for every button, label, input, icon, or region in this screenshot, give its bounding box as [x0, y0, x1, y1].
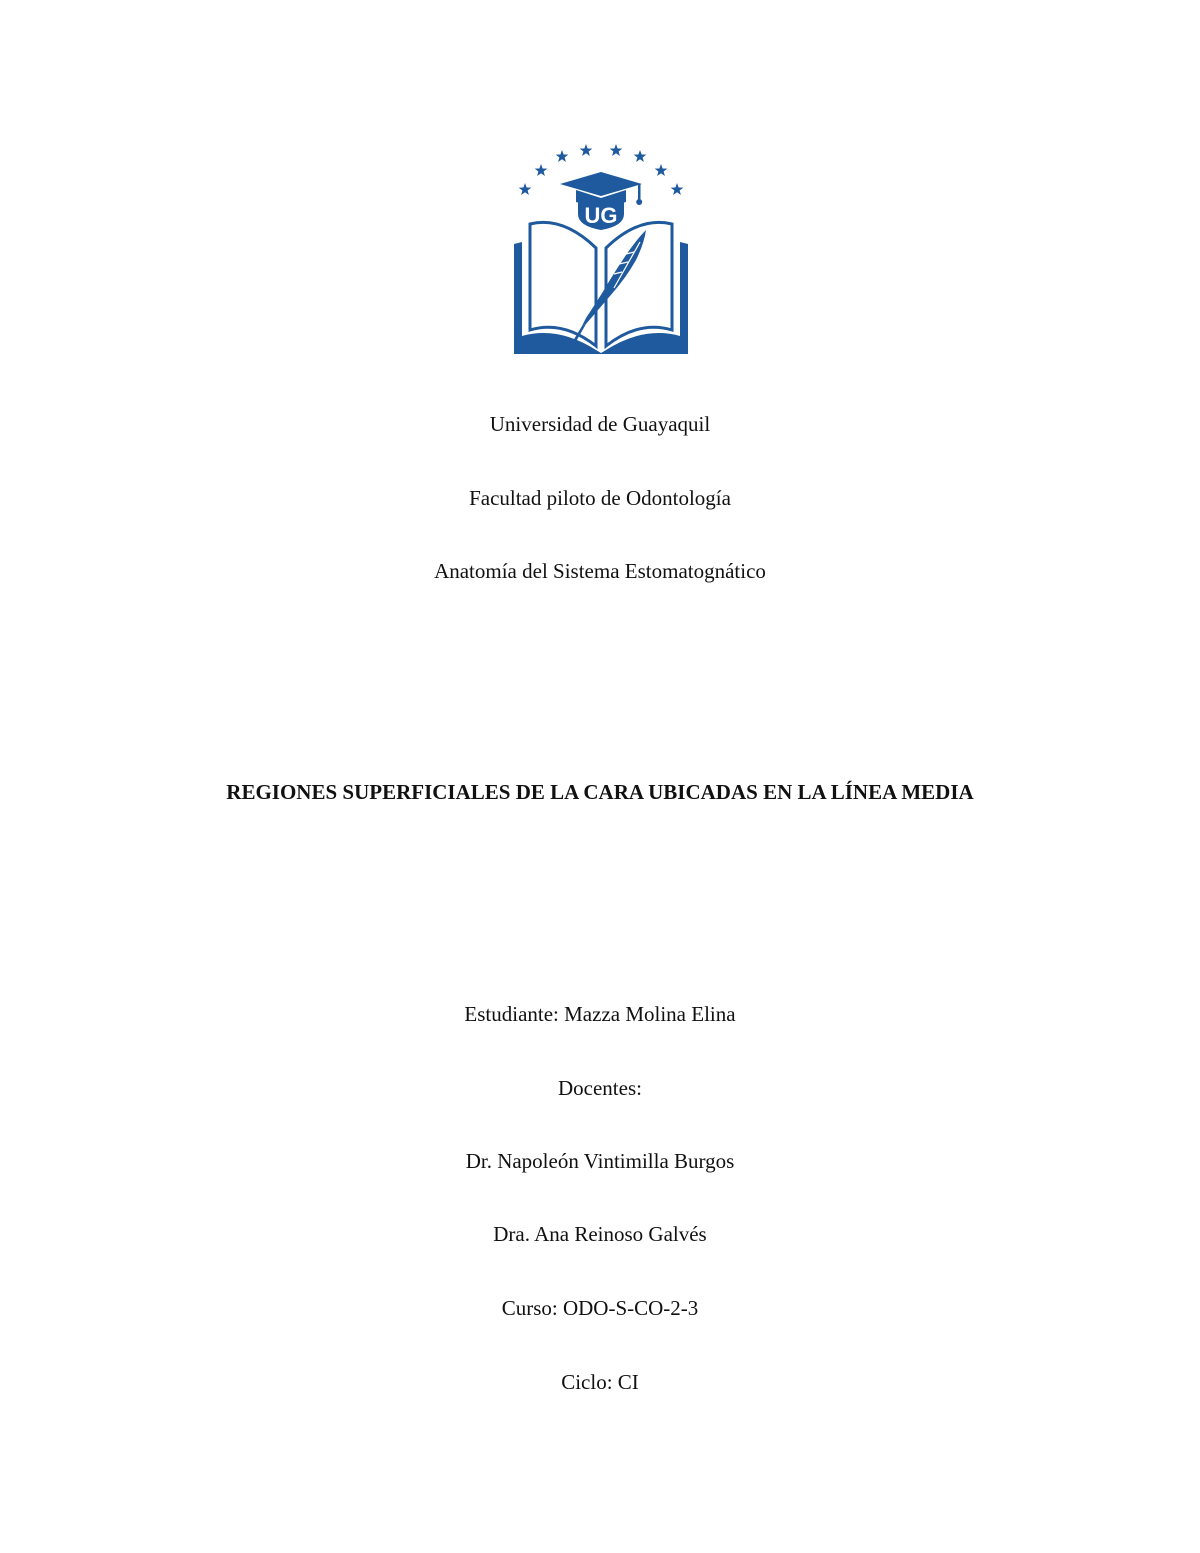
star-icon — [610, 144, 623, 156]
star-icon — [580, 144, 593, 156]
university-logo — [508, 140, 694, 358]
logo-monogram: UG — [584, 203, 618, 228]
star-icon — [634, 150, 647, 162]
star-icon — [556, 150, 569, 162]
star-icon — [535, 164, 548, 176]
teacher-1: Dr. Napoleón Vintimilla Burgos — [465, 1149, 735, 1173]
teacher-2: Dra. Ana Reinoso Galvés — [493, 1222, 707, 1246]
star-icon — [655, 164, 668, 176]
subject-name: Anatomía del Sistema Estomatognático — [434, 559, 766, 583]
cycle: Ciclo: CI — [561, 1370, 639, 1394]
star-icon — [519, 183, 532, 195]
student-name: Estudiante: Mazza Molina Elina — [464, 1002, 736, 1026]
course-code: Curso: ODO-S-CO-2-3 — [501, 1296, 699, 1320]
document-title: REGIONES SUPERFICIALES DE LA CARA UBICADAS EN LA LÍNEA MEDIA — [226, 780, 974, 804]
star-icon — [671, 183, 684, 195]
faculty-name: Facultad piloto de Odontología — [469, 486, 731, 510]
teachers-label: Docentes: — [558, 1076, 642, 1100]
university-name: Universidad de Guayaquil — [489, 412, 711, 436]
graduation-cap-icon — [560, 172, 642, 196]
